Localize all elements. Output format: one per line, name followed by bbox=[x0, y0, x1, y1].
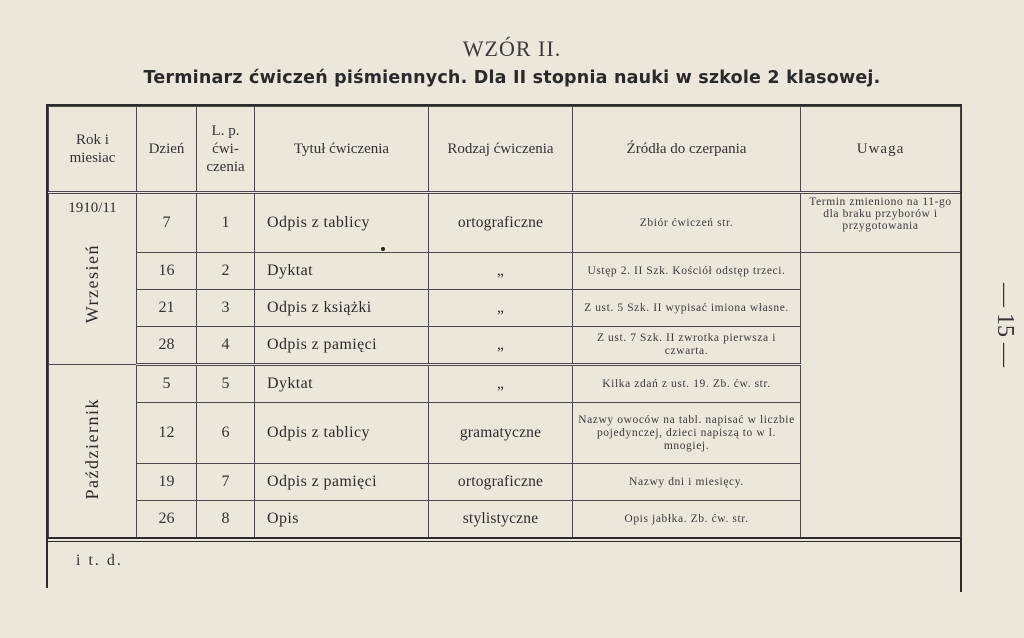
day-cell: 26 bbox=[137, 501, 197, 538]
page-number: — 15 — bbox=[992, 283, 1018, 367]
exercise-title-cell: Odpis z pamięci bbox=[255, 327, 429, 365]
exercise-title-cell: Dyktat bbox=[255, 365, 429, 403]
exercise-number-cell: 3 bbox=[197, 290, 255, 327]
exercise-number-cell: 8 bbox=[197, 501, 255, 538]
sources-cell: Z ust. 7 Szk. II zwrotka pierwsza i czwarta. bbox=[573, 327, 801, 365]
exercise-title-cell: Opis bbox=[255, 501, 429, 538]
sources-cell: Z ust. 5 Szk. II wypisać imiona własne. bbox=[573, 290, 801, 327]
header-note: Uwaga bbox=[801, 107, 961, 193]
note-cell: Termin zmieniono na 11-go dla braku przyborów i przygotowania bbox=[801, 193, 961, 253]
school-year: 1910/11 bbox=[68, 200, 117, 216]
frame-bottom-rule-double bbox=[46, 541, 962, 542]
exercise-type-cell: gramatyczne bbox=[429, 403, 573, 464]
exercise-title-cell: Odpis z książki bbox=[255, 290, 429, 327]
sources-cell: Nazwy dni i miesięcy. bbox=[573, 464, 801, 501]
table-row bbox=[49, 193, 961, 253]
exercise-number-cell: 2 bbox=[197, 253, 255, 290]
sources-cell: Kilka zdań z ust. 19. Zb. ćw. str. bbox=[573, 365, 801, 403]
header-exercise-number: L. p. ćwi- czenia bbox=[197, 107, 255, 193]
pattern-heading: WZÓR II. bbox=[462, 36, 562, 61]
note-empty-cell bbox=[801, 253, 961, 538]
day-cell: 21 bbox=[137, 290, 197, 327]
exercise-type-cell: ortograficzne bbox=[429, 464, 573, 501]
exercise-number-cell: 5 bbox=[197, 365, 255, 403]
header-year-month: Rok i miesiac bbox=[49, 107, 137, 193]
exercise-type-cell: stylistyczne bbox=[429, 501, 573, 538]
document-title: Terminarz ćwiczeń piśmiennych. Dla II stopnia nauki w szkole 2 klasowej. bbox=[143, 68, 881, 88]
exercise-title-cell: Odpis z tablicy bbox=[255, 193, 429, 253]
exercise-title-cell: Odpis z tablicy bbox=[255, 403, 429, 464]
exercise-number-cell: 1 bbox=[197, 193, 255, 253]
header-exercise-type: Rodzaj ćwiczenia bbox=[429, 107, 573, 193]
day-cell: 19 bbox=[137, 464, 197, 501]
header-sources: Źródła do czerpania bbox=[573, 107, 801, 193]
exercise-type-cell: „ bbox=[429, 290, 573, 327]
sources-cell: Zbiór ćwiczeń str. bbox=[573, 193, 801, 253]
month-label-october: Październik bbox=[82, 397, 102, 500]
table-row bbox=[49, 253, 961, 290]
frame-bottom-rule bbox=[46, 537, 962, 539]
exercise-schedule-table bbox=[48, 106, 961, 538]
day-cell: 12 bbox=[137, 403, 197, 464]
exercise-title-cell: Dyktat bbox=[255, 253, 429, 290]
sources-cell: Opis jabłka. Zb. ćw. str. bbox=[573, 501, 801, 538]
header-day: Dzień bbox=[137, 107, 197, 193]
exercise-title-cell: Odpis z pamięci bbox=[255, 464, 429, 501]
exercise-number-cell: 6 bbox=[197, 403, 255, 464]
sources-cell: Nazwy owoców na tabl. napisać w liczbie pojedynczej, dzieci napiszą to w l. mnogiej. bbox=[573, 403, 801, 464]
header-exercise-title: Tytuł ćwiczenia bbox=[255, 107, 429, 193]
ink-dot bbox=[381, 247, 385, 251]
sources-cell: Ustęp 2. II Szk. Kościół odstęp trzeci. bbox=[573, 253, 801, 290]
exercise-type-cell: „ bbox=[429, 327, 573, 365]
exercise-type-cell: „ bbox=[429, 365, 573, 403]
day-cell: 28 bbox=[137, 327, 197, 365]
month-label-september: Wrzesień bbox=[82, 244, 102, 324]
day-cell: 7 bbox=[137, 193, 197, 253]
exercise-number-cell: 7 bbox=[197, 464, 255, 501]
day-cell: 5 bbox=[137, 365, 197, 403]
month-cell-october bbox=[49, 365, 137, 538]
exercise-type-cell: „ bbox=[429, 253, 573, 290]
exercise-number-cell: 4 bbox=[197, 327, 255, 365]
header-row bbox=[49, 107, 961, 193]
year-month-cell-september bbox=[49, 193, 137, 365]
exercise-type-cell: ortograficzne bbox=[429, 193, 573, 253]
day-cell: 16 bbox=[137, 253, 197, 290]
continuation-note: i t. d. bbox=[76, 552, 123, 569]
